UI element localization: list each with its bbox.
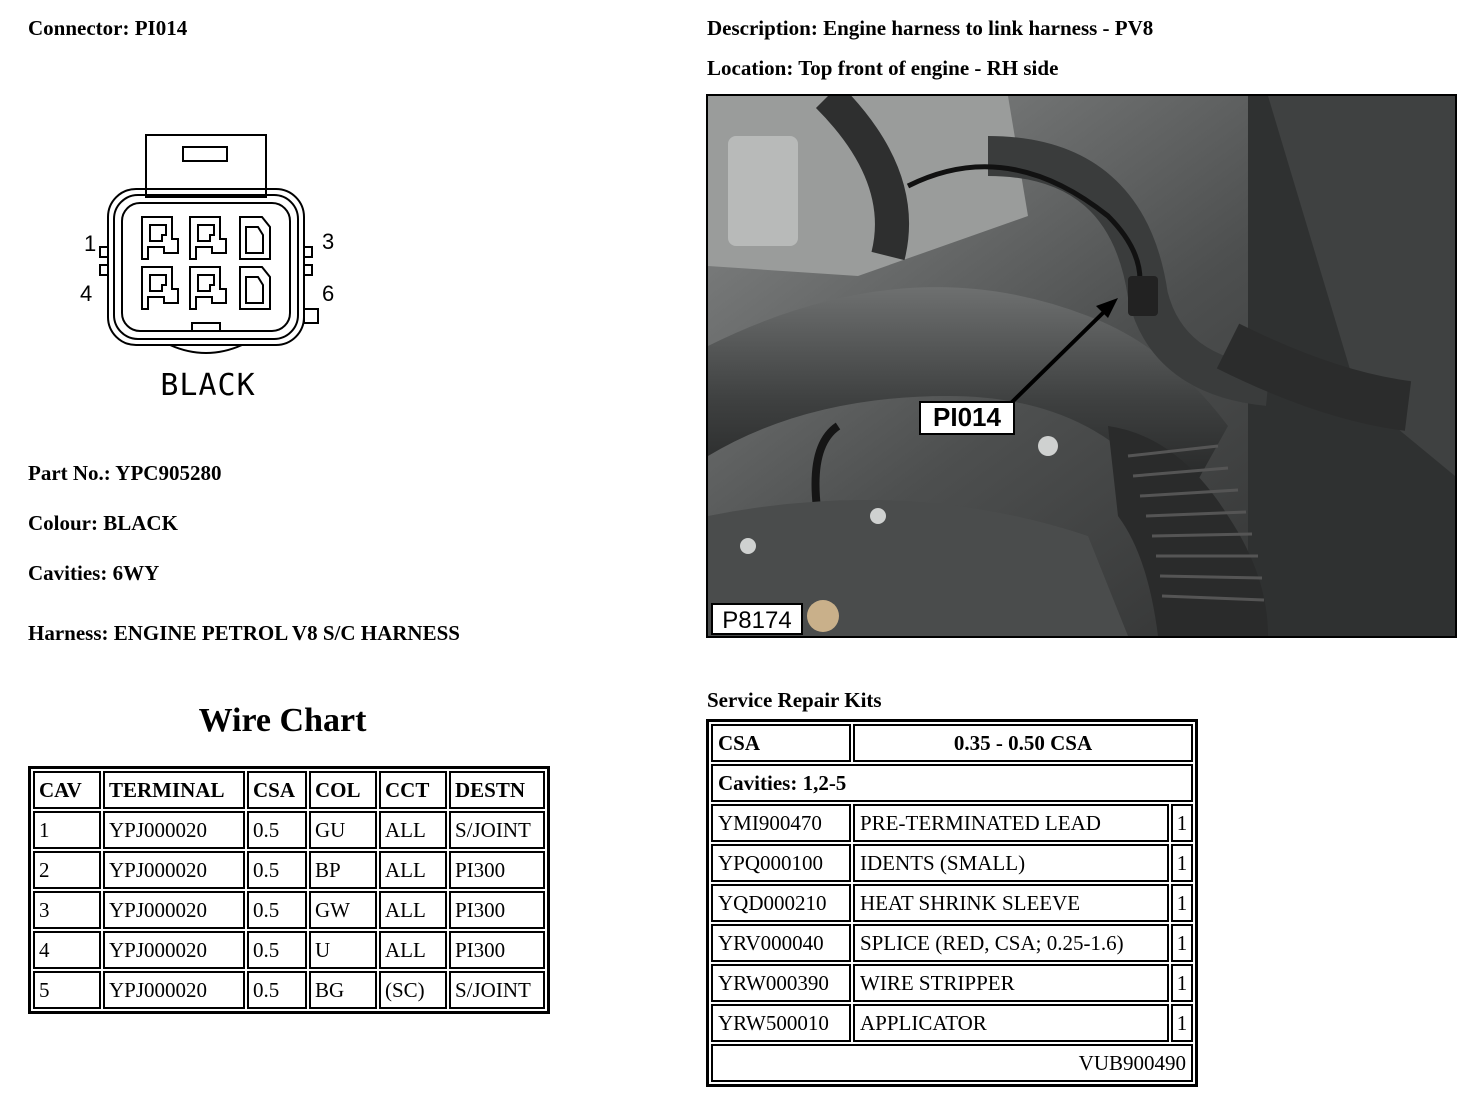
wire-cell-csa: 0.5: [247, 971, 307, 1009]
wire-cell-col: GU: [309, 811, 377, 849]
wire-cell-destn: S/JOINT: [449, 971, 545, 1009]
wire-cell-col: U: [309, 931, 377, 969]
csa-value: 0.35 - 0.50 CSA: [853, 724, 1193, 762]
wire-cell-col: BG: [309, 971, 377, 1009]
col-terminal: TERMINAL: [103, 771, 245, 809]
photo-callout-label: PI014: [933, 402, 1001, 432]
wire-chart-header-row: [33, 771, 545, 809]
kit-quantity: 1: [1171, 1004, 1193, 1042]
wire-cell-csa: 0.5: [247, 811, 307, 849]
wire-cell-col: BP: [309, 851, 377, 889]
kit-part-number: YRW500010: [711, 1004, 851, 1042]
kit-row: [711, 804, 1193, 842]
location-value: Top front of engine - RH side: [798, 56, 1059, 80]
location-label: Location:: [707, 56, 794, 80]
kit-cavities: Cavities: 1,2-5: [711, 764, 1193, 802]
kit-row: [711, 964, 1193, 1002]
wire-cell-cct: (SC): [379, 971, 447, 1009]
cavities-value: 6WY: [112, 561, 160, 585]
wire-cell-csa: 0.5: [247, 931, 307, 969]
kit-quantity: 1: [1171, 884, 1193, 922]
connector-value: PI014: [134, 16, 188, 40]
colour: [28, 511, 178, 535]
kit-description: WIRE STRIPPER: [853, 964, 1169, 1002]
wire-cell-cct: ALL: [379, 851, 447, 889]
repair-kits-body: [711, 724, 1193, 1082]
kit-row: [711, 884, 1193, 922]
colour-label: Colour:: [28, 511, 98, 535]
col-cav: CAV: [33, 771, 101, 809]
connector-id: [28, 16, 187, 40]
wire-cell-destn: S/JOINT: [449, 811, 545, 849]
kit-part-number: YQD000210: [711, 884, 851, 922]
description-label: Description:: [707, 16, 818, 40]
wire-cell-cav: 5: [33, 971, 101, 1009]
cavities-row: [711, 764, 1193, 802]
description-value: Engine harness to link harness - PV8: [823, 16, 1154, 40]
pin-number-4: 4: [80, 281, 93, 306]
col-col: COL: [309, 771, 377, 809]
wire-cell-cct: ALL: [379, 811, 447, 849]
repair-kits-table: [706, 719, 1198, 1087]
pin-number-6: 6: [322, 281, 335, 306]
pin-number-1: 1: [84, 231, 97, 256]
kit-quantity: 1: [1171, 924, 1193, 962]
cavities: [28, 561, 159, 585]
description: [707, 16, 1153, 40]
wire-cell-csa: 0.5: [247, 851, 307, 889]
wire-row: [33, 931, 545, 969]
kit-number: VUB900490: [711, 1044, 1193, 1082]
kit-quantity: 1: [1171, 964, 1193, 1002]
connector-face-drawing: [70, 125, 370, 365]
cavities-label: Cavities:: [28, 561, 108, 585]
connector-diagram: [70, 125, 370, 415]
csa-row: [711, 724, 1193, 762]
wire-cell-destn: PI300: [449, 891, 545, 929]
wire-cell-cct: ALL: [379, 931, 447, 969]
col-cct: CCT: [379, 771, 447, 809]
wire-cell-csa: 0.5: [247, 891, 307, 929]
wire-cell-terminal: YPJ000020: [103, 931, 245, 969]
kit-description: SPLICE (RED, CSA; 0.25-1.6): [853, 924, 1169, 962]
kit-part-number: YRV000040: [711, 924, 851, 962]
engine-photo: [706, 94, 1457, 638]
kit-row: [711, 1004, 1193, 1042]
wire-cell-cav: 2: [33, 851, 101, 889]
kit-part-number: YMI900470: [711, 804, 851, 842]
engine-photo-illustration: [708, 96, 1455, 636]
wire-cell-cav: 3: [33, 891, 101, 929]
kit-row: [711, 924, 1193, 962]
wire-cell-terminal: YPJ000020: [103, 971, 245, 1009]
harness: [28, 621, 460, 645]
harness-label: Harness:: [28, 621, 109, 645]
kit-description: PRE-TERMINATED LEAD: [853, 804, 1169, 842]
kit-quantity: 1: [1171, 844, 1193, 882]
photo-reference-label: P8174: [722, 607, 792, 634]
location: [707, 56, 1058, 80]
wire-cell-terminal: YPJ000020: [103, 891, 245, 929]
kit-part-number: YPQ000100: [711, 844, 851, 882]
harness-value: ENGINE PETROL V8 S/C HARNESS: [113, 621, 460, 645]
kit-description: HEAT SHRINK SLEEVE: [853, 884, 1169, 922]
wire-cell-col: GW: [309, 891, 377, 929]
kit-number-row: [711, 1044, 1193, 1082]
wire-cell-terminal: YPJ000020: [103, 811, 245, 849]
part-value: YPC905280: [115, 461, 222, 485]
wire-cell-cct: ALL: [379, 891, 447, 929]
part-label: Part No.:: [28, 461, 111, 485]
repair-kits-title: Service Repair Kits: [707, 688, 882, 712]
wire-cell-cav: 4: [33, 931, 101, 969]
pin-number-3: 3: [322, 229, 335, 254]
kit-description: APPLICATOR: [853, 1004, 1169, 1042]
wire-chart-table: [28, 766, 550, 1014]
connector-label: Connector:: [28, 16, 130, 40]
wire-cell-terminal: YPJ000020: [103, 851, 245, 889]
kit-part-number: YRW000390: [711, 964, 851, 1002]
wire-chart-title: Wire Chart: [198, 702, 367, 739]
col-destn: DESTN: [449, 771, 545, 809]
wire-row: [33, 971, 545, 1009]
col-csa: CSA: [247, 771, 307, 809]
wire-chart-body: [33, 811, 545, 1009]
wire-cell-destn: PI300: [449, 931, 545, 969]
wire-row: [33, 891, 545, 929]
colour-value: BLACK: [103, 511, 178, 535]
wire-row: [33, 811, 545, 849]
kit-description: IDENTS (SMALL): [853, 844, 1169, 882]
wire-cell-cav: 1: [33, 811, 101, 849]
kit-quantity: 1: [1171, 804, 1193, 842]
csa-label: CSA: [711, 724, 851, 762]
connector-colour-label: BLACK: [160, 368, 256, 403]
wire-row: [33, 851, 545, 889]
part-number: [28, 461, 221, 485]
kit-row: [711, 844, 1193, 882]
wire-cell-destn: PI300: [449, 851, 545, 889]
